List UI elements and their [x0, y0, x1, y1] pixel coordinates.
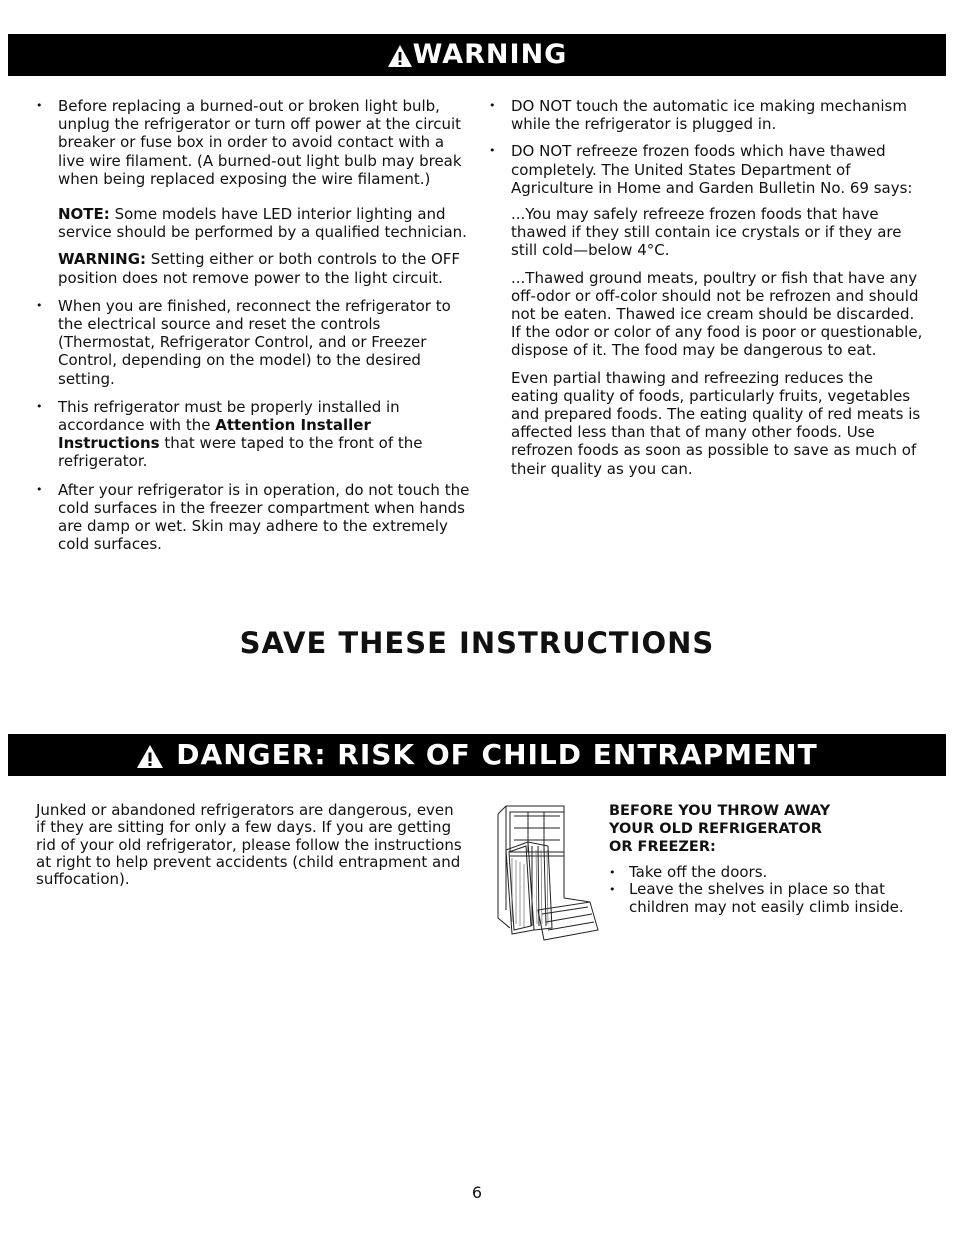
throw-away-heading-line1: BEFORE YOU THROW AWAY: [609, 803, 831, 819]
partial-thawing-paragraph: Even partial thawing and refreezing reduces the eating quality of foods, particularly fruits, vegetables and prepared foods. The eating quality of red meats is affected less than that of many other foods. Use refrozen foods as soon as possible to save as much of their quality as you can.: [511, 368, 921, 478]
throw-away-instructions: [609, 802, 929, 916]
list-item-take-off-doors: • Take off the doors.: [609, 864, 929, 881]
bullet-install-post: that were taped to the front of the refrigerator.: [58, 434, 423, 471]
list-item-leave-shelves: • Leave the shelves in place so that children may not easily climb inside.: [609, 881, 929, 916]
warning-right-column: [489, 97, 923, 478]
bullet-cold: • After your refrigerator is in operation, do not touch the cold surfaces in the freezer compartment when hands are damp or wet. Skin may adhere to the extremely cold surfaces.: [36, 481, 470, 554]
warning-text: Setting either or both controls to the OFF position does not remove power to the light circuit.: [58, 250, 461, 287]
danger-title: DANGER: RISK OF CHILD ENTRAPMENT: [176, 738, 818, 771]
danger-triangle-icon: [136, 744, 164, 769]
refrigerator-doors-removed-illustration: [492, 802, 600, 942]
bullet-reconnect: • When you are finished, reconnect the refrigerator to the electrical source and reset the controls (Thermostat, Refrigerator Control, and or Freezer Control, depending on the model) to the desired setting.: [36, 297, 470, 388]
note-paragraph: [36, 205, 470, 241]
note-label: NOTE:: [58, 205, 110, 224]
bullet-bulb: • Before replacing a burned-out or broken light bulb, unplug the refrigerator or turn off power at the circuit breaker or fuse box in order to avoid contact with a live wire filament. (A burned-out light bulb may break when being replaced exposing the wire filament.): [36, 97, 470, 188]
bullet-ice: • DO NOT touch the automatic ice making mechanism while the refrigerator is plugged in.: [489, 97, 923, 133]
warning-left-column: [36, 97, 470, 553]
bullet-refreeze: • DO NOT refreeze frozen foods which have thawed completely. The United States Department of Agriculture in Home and Garden Bulletin No. 69 says:: [489, 142, 923, 197]
installer-instructions-label: Attention Installer Instructions: [58, 416, 371, 453]
throw-away-heading-line2: YOUR OLD REFRIGERATOR: [609, 821, 822, 837]
quote-thawed-meats: ...Thawed ground meats, poultry or fish that have any off-odor or off-color should not be refrozen and should not be eaten. Thawed ice cream should be discarded. If the odor or color of any food is poor or questionable, dispose of it. The food may be dangerous to eat.: [511, 268, 923, 360]
throw-away-heading-line3: OR FREEZER:: [609, 839, 716, 855]
warning-paragraph: [36, 250, 470, 286]
warning-banner: [8, 34, 946, 76]
save-instructions-title: SAVE THESE INSTRUCTIONS: [239, 626, 715, 660]
bullet-install: [36, 398, 470, 471]
note-text: Some models have LED interior lighting and service should be performed by a qualified technician.: [58, 205, 467, 242]
danger-banner: [8, 734, 946, 776]
bullet-install-pre: This refrigerator must be properly installed in accordance with the: [58, 397, 400, 435]
warning-label: WARNING:: [58, 250, 147, 269]
throw-away-heading: [609, 802, 929, 856]
throw-away-list: [609, 864, 929, 916]
quote-refreeze: ...You may safely refreeze frozen foods that have thawed if they still contain ice crystals or if they are still cold—below 4°C.: [511, 205, 902, 260]
warning-title: WARNING: [412, 39, 568, 70]
page-number: 6: [471, 1183, 483, 1202]
danger-intro: Junked or abandoned refrigerators are dangerous, even if they are sitting for only a few days. If you are getting rid of your old refrigerator, please follow the instructions at right to help prevent accidents (child entrapment and suffocation).: [36, 801, 462, 889]
warning-triangle-icon: [387, 44, 413, 68]
